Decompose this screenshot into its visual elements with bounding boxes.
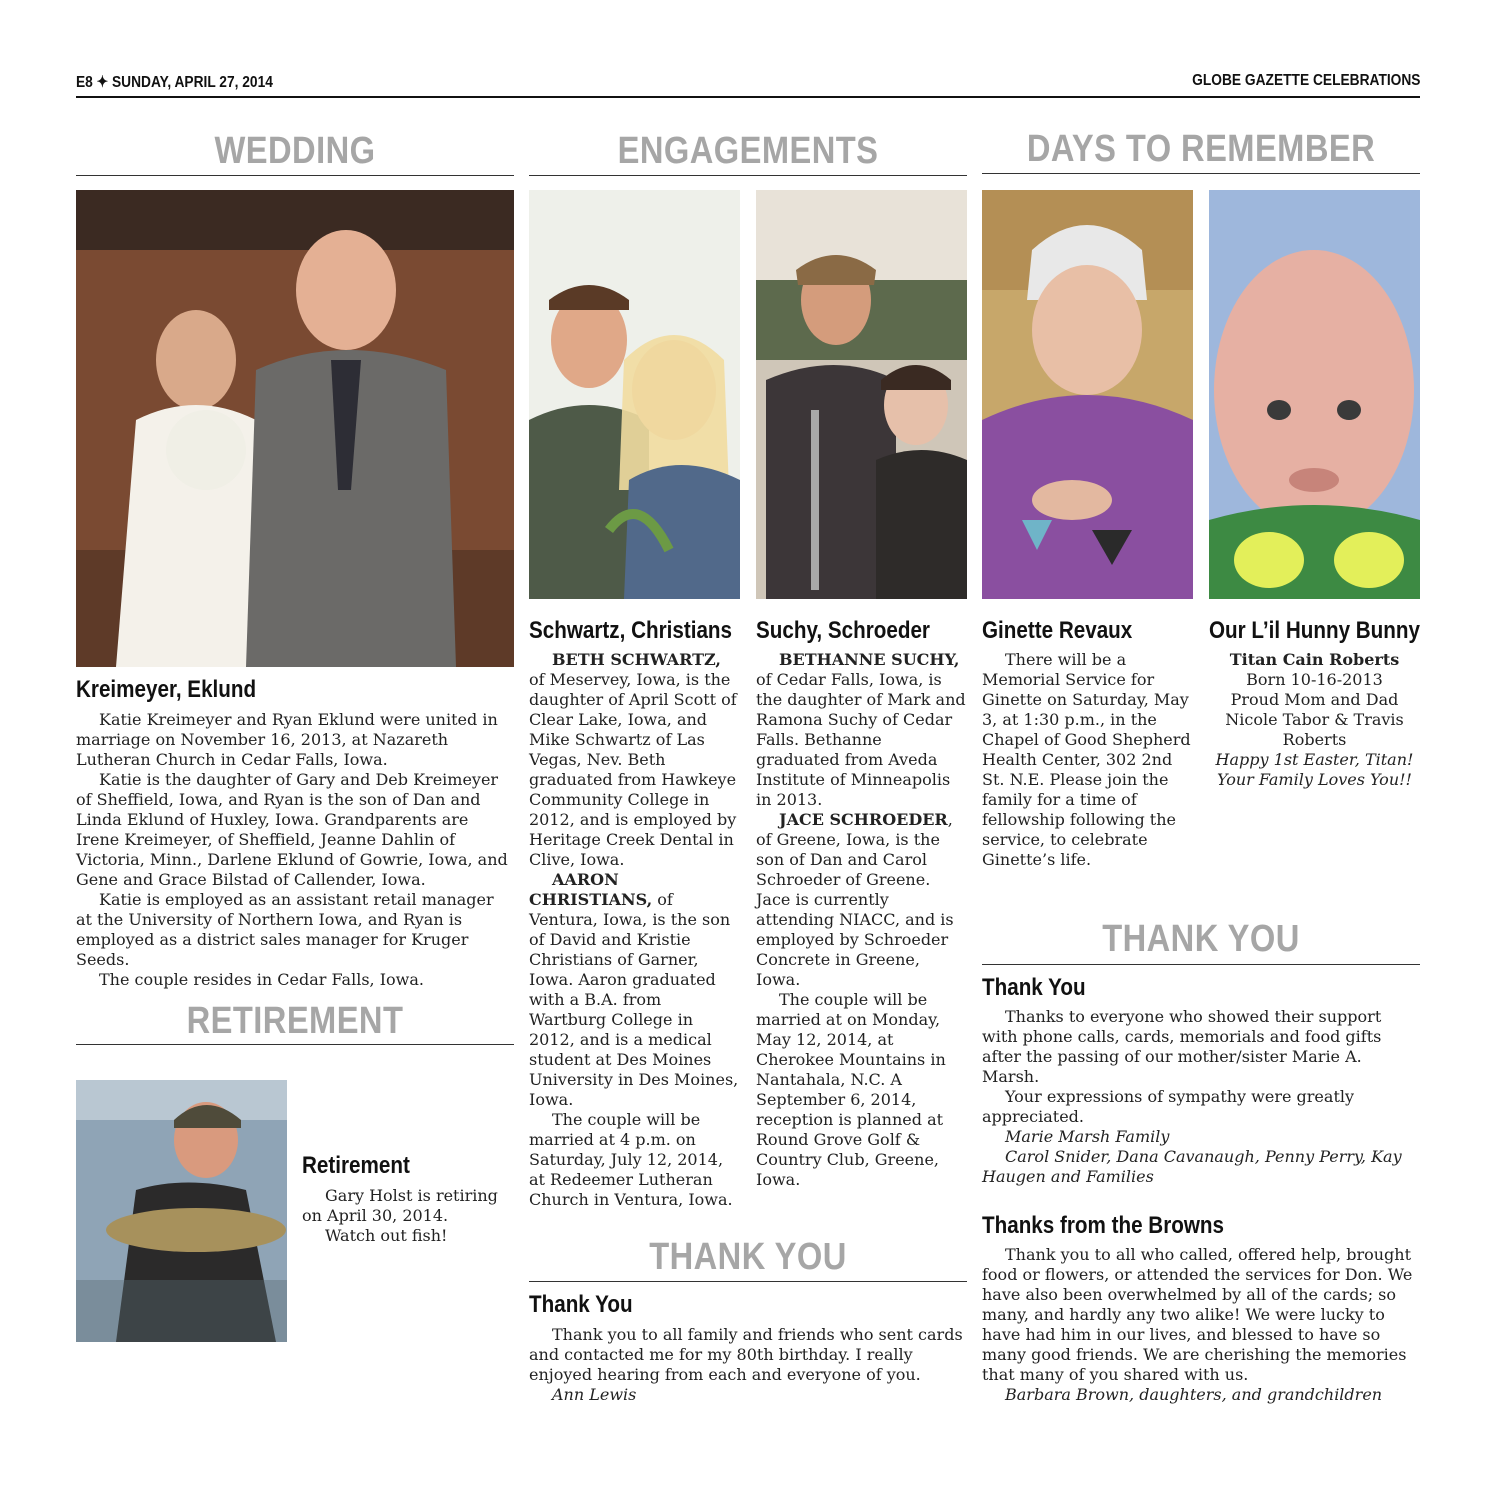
paragraph: Thanks to everyone who showed their support with phone calls, cards, memorials and food gifts after the passing of our mother/sister Marie A. Marsh. xyxy=(982,1007,1382,1086)
engagement-photo-suchy xyxy=(756,190,967,599)
paragraph: Katie Kreimeyer and Ryan Eklund were united in marriage on November 16, 2013, at Nazareth Lutheran Church in Cedar Falls, Iowa. xyxy=(76,710,498,769)
wedding-heading: Kreimeyer, Eklund xyxy=(76,676,257,703)
section-title-thankyou-mid: THANK YOU xyxy=(649,1236,847,1278)
thankyou-article-marsh xyxy=(982,1007,1420,1187)
retirement-heading: Retirement xyxy=(302,1152,410,1179)
paragraph: Katie is the daughter of Gary and Deb Kreimeyer of Sheffield, Iowa, and Ryan is the son of Dan and Linda Eklund of Huxley, Iowa. Grandparents are Irene Kreimeyer, of Sheffield, Jeanne Dahlin of Victoria, Minn., Darlene Eklund of Gowrie, Iowa, and Gene and Grace Bilstad of Callender, Iowa. xyxy=(76,770,508,889)
retirement-photo xyxy=(76,1080,287,1342)
paragraph: Nicole Tabor & Travis Roberts xyxy=(1225,710,1404,749)
paragraph: The couple will be married at on Monday, May 12, 2014, at Cherokee Mountains in Nantahala, N.C. A September 6, 2014, reception is planned at Round Grove Golf & Country Club, Greene, Iowa. xyxy=(756,990,946,1189)
thankyou-article-lewis xyxy=(529,1325,967,1405)
engagement-article-schwartz xyxy=(529,650,741,1210)
header-rule xyxy=(76,96,1420,98)
section-title-wedding: WEDDING xyxy=(214,130,376,172)
paragraph: BETHANNE SUCHY, of Cedar Falls, Iowa, is the daughter of Mark and Ramona Suchy of Cedar Falls. Bethanne graduated from Aveda Institute of Minneapolis in 2013. xyxy=(756,650,966,809)
signature: Carol Snider, Dana Cavanaugh, Penny Perry, Kay Haugen and Families xyxy=(982,1147,1402,1186)
paragraph: Gary Holst is retiring on April 30, 2014. xyxy=(302,1186,498,1225)
paragraph: Thank you to all who called, offered help, brought food or flowers, or attended the services for Don. We have also been overwhelmed by all of the cards; so many, and hardly any two alike! We were lucky to have had him in our lives, and blessed to have so many good friends. We are cherishing the memories that many of you shared with us. xyxy=(982,1245,1413,1384)
baby-photo-titan xyxy=(1209,190,1420,599)
paragraph: JACE SCHROEDER, of Greene, Iowa, is the son of Dan and Carol Schroeder of Greene. Jace is currently attending NIACC, and is employed by Schroeder Concrete in Greene, Iowa. xyxy=(756,810,954,989)
baby-name: Titan Cain Roberts xyxy=(1229,650,1400,669)
paragraph: The couple will be married at 4 p.m. on Saturday, July 12, 2014, at Redeemer Lutheran Church in Ventura, Iowa. xyxy=(529,1110,733,1209)
retirement-article xyxy=(302,1186,502,1246)
memorial-photo-ginette xyxy=(982,190,1193,599)
thankyou-article-browns xyxy=(982,1245,1420,1405)
paragraph: Your expressions of sympathy were greatly appreciated. xyxy=(982,1087,1355,1126)
baby-heading: Our L’il Hunny Bunny xyxy=(1209,617,1420,644)
section-title-thankyou-right: THANK YOU xyxy=(1102,918,1300,960)
paragraph: Watch out fish! xyxy=(325,1226,448,1245)
section-title-days: DAYS TO REMEMBER xyxy=(1026,128,1376,170)
engagement-heading-schwartz: Schwartz, Christians xyxy=(529,617,733,644)
section-title-engagements: ENGAGEMENTS xyxy=(617,130,879,172)
signature: Barbara Brown, daughters, and grandchildren xyxy=(1005,1385,1383,1404)
memorial-heading: Ginette Revaux xyxy=(982,617,1133,644)
memorial-article xyxy=(982,650,1194,870)
section-rule xyxy=(982,964,1420,965)
engagement-heading-suchy: Suchy, Schroeder xyxy=(756,617,930,644)
birth-date: Born 10-16-2013 xyxy=(1246,670,1383,689)
paragraph: BETH SCHWARTZ, of Meservey, Iowa, is the daughter of April Scott of Clear Lake, Iowa, and Mike Schwartz of Las Vegas, Nev. Beth graduated from Hawkeye Community College in 2012, and is employed by Heritage Creek Dental in Clive, Iowa. xyxy=(529,650,737,869)
paragraph: Your Family Loves You!! xyxy=(1217,770,1412,789)
section-rule xyxy=(529,175,967,176)
section-rule xyxy=(982,173,1420,174)
section-title-retirement: RETIREMENT xyxy=(186,1000,404,1042)
paragraph: Proud Mom and Dad xyxy=(1230,690,1399,709)
thankyou-heading-marsh: Thank You xyxy=(982,974,1086,1001)
signature: Ann Lewis xyxy=(552,1385,637,1404)
wedding-photo xyxy=(76,190,514,667)
engagement-article-suchy xyxy=(756,650,968,1190)
thankyou-heading-browns: Thanks from the Browns xyxy=(982,1212,1224,1239)
bride-name: BETHANNE SUCHY, xyxy=(779,650,960,669)
section-rule xyxy=(76,175,514,176)
paragraph: The couple resides in Cedar Falls, Iowa. xyxy=(99,970,424,989)
baby-article xyxy=(1209,650,1420,790)
paragraph: Katie is employed as an assistant retail manager at the University of Northern Iowa, and Ryan is employed as a district sales manager for Kruger Seeds. xyxy=(76,890,494,969)
paragraph: Happy 1st Easter, Titan! xyxy=(1215,750,1414,769)
section-rule xyxy=(76,1044,514,1045)
paragraph: AARON CHRISTIANS, of Ventura, Iowa, is the son of David and Kristie Christians of Garner, Iowa. Aaron graduated with a B.A. from Wartburg College in 2012, and is a medical student at Des Moines University in Des Moines, Iowa. xyxy=(529,870,739,1109)
paragraph: There will be a Memorial Service for Ginette on Saturday, May 3, at 1:30 p.m., in the Chapel of Good Shepherd Health Center, 302 2nd St. N.E. Please join the family for a time of fellowship following the service, to celebrate Ginette’s life. xyxy=(982,650,1191,869)
section-name: GLOBE GAZETTE CELEBRATIONS xyxy=(1191,72,1420,89)
page-folio: E8 ✦ SUNDAY, APRIL 27, 2014 xyxy=(76,74,273,91)
paragraph: Thank you to all family and friends who sent cards and contacted me for my 80th birthday. I really enjoyed hearing from each and everyone of you. xyxy=(529,1325,963,1384)
bride-name: BETH SCHWARTZ, xyxy=(552,650,721,669)
wedding-article xyxy=(76,710,514,990)
groom-name: AARON CHRISTIANS, xyxy=(529,870,653,909)
signature: Marie Marsh Family xyxy=(1005,1127,1170,1146)
thankyou-heading-lewis: Thank You xyxy=(529,1291,633,1318)
groom-name: JACE SCHROEDER xyxy=(779,810,948,829)
section-rule xyxy=(529,1281,967,1282)
engagement-photo-schwartz xyxy=(529,190,740,599)
